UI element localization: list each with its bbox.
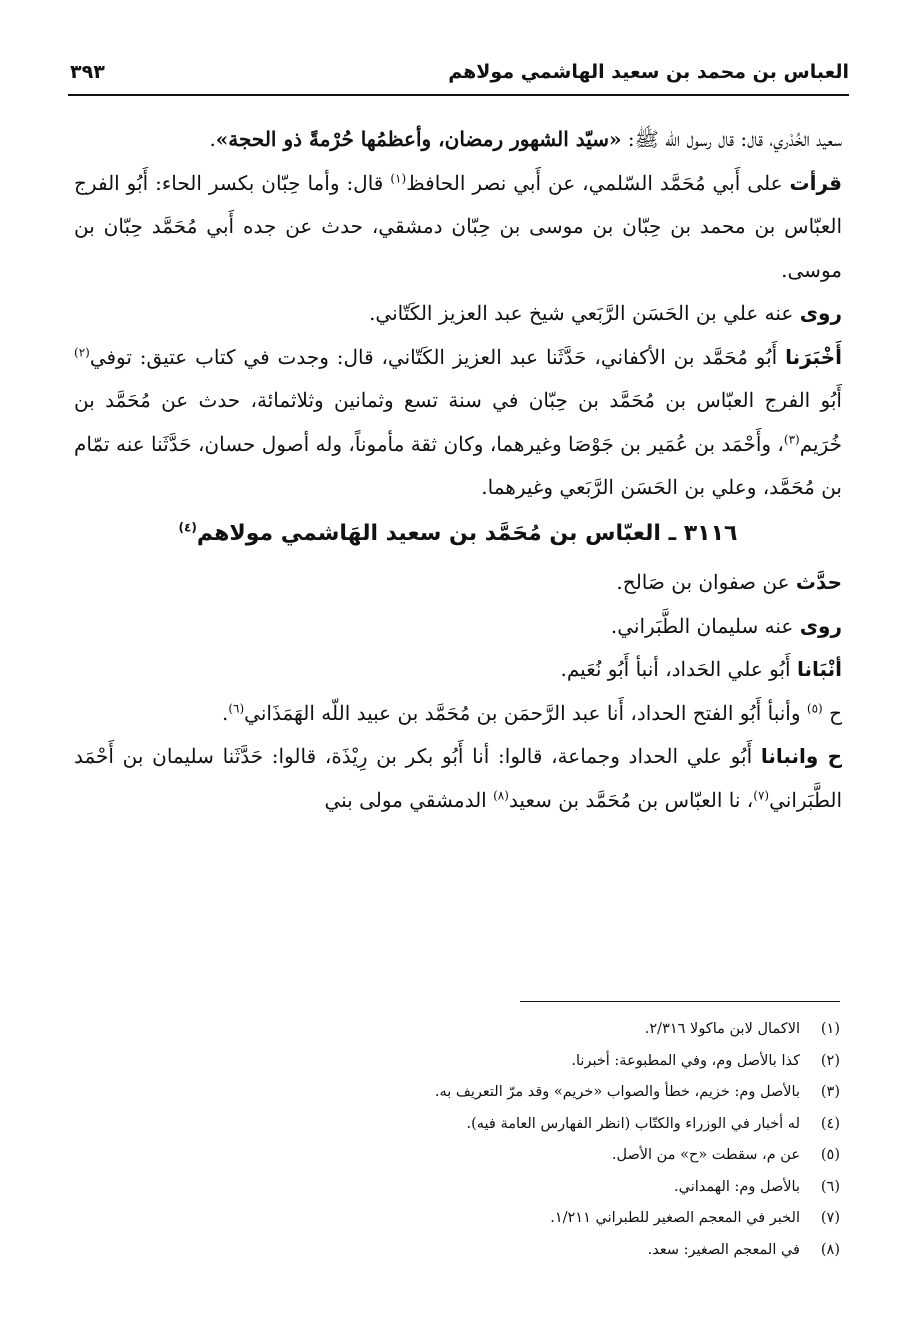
footnote — [120, 1014, 840, 1046]
footnote-text: الاكمال لابن ماكولا ٢/٣١٦. — [644, 1021, 800, 1037]
footnote-text: الخبر في المعجم الصغير للطبراني ١/٢١١. — [550, 1210, 800, 1226]
footnote-number: (٨) — [820, 1241, 840, 1258]
footnote-text: عن م، سقطت «ح» من الأصل. — [611, 1147, 800, 1163]
footnote — [120, 1046, 840, 1078]
footnote-text: له أخبار في الوزراء والكتّاب (انظر الفهارس العامة فيه). — [466, 1115, 800, 1132]
paragraph: ح وانبانا أَبُو علي الحداد وجماعة، قالوا: أنا أَبُو بكر بن رِيْذَة، قالوا: حَدَّثَنا سليمان بن أَحْمَد الطَّبَراني$^{(٧)}$، نا العبّاس بن مُحَمَّد بن سعيد$^{(٨)}$ الدمشقي مولى بني — [74, 744, 843, 812]
footnote-divider — [520, 1001, 840, 1002]
footnotes — [120, 1014, 840, 1266]
footnote-number: (٥) — [820, 1147, 840, 1163]
paragraph: ح $^{(٥)}$ وأنبأ أَبُو الفتح الحداد، أَنا عبد الرَّحمَن بن مُحَمَّد بن عبيد اللّه الهَمَذَاني$^{(٦)}$. — [221, 700, 842, 725]
keyword: حدَّث — [795, 570, 842, 594]
footnote-text: بالأصل وم: خزيم، خطأ والصواب «خريم» وقد مرّ التعريف به. — [434, 1084, 800, 1100]
footnote-number: (٧) — [820, 1210, 840, 1226]
paragraph: أَخْبَرَنا أَبُو مُحَمَّد بن الأكفاني، حَدَّثَنا عبد العزيز الكَتّاني، قال: وجدت في كتاب عتيق: توفي$^{(٢)}$ أَبُو الفرج العبّاس بن مُحَمَّد بن حِبّان في سنة تسع وثمانين وثلاثمائة، حدث عن مُحَمَّد بن خُرَيم$^{(٣)}$، وأَحْمَد بن عُمَير بن جَوْصَا وغيرهما، وكان ثقة مأموناً، وله أصول حسان، حَدَّثَنا عنه تمّام بن مُحَمَّد، وعلي بن الحَسَن الرَّبَعي وغيرهما. — [74, 344, 842, 499]
paragraph: روى عنه علي بن الحَسَن الرَّبَعي شيخ عبد العزيز الكَتّاني. — [369, 301, 842, 325]
footnote-number: (٣) — [820, 1084, 840, 1100]
footnote-ref: (١) — [390, 170, 407, 185]
running-header — [70, 50, 849, 94]
footnote — [120, 1109, 840, 1141]
paragraph: أنْبَانا أَبُو علي الحَداد، أنبأ أَبُو نُعَيم. — [560, 657, 842, 681]
footnote — [120, 1235, 840, 1267]
footnote — [120, 1203, 840, 1235]
footnote-ref: (٢) — [74, 344, 90, 359]
footnote-text: بالأصل وم: الهمداني. — [674, 1178, 800, 1195]
keyword: قرأت — [789, 170, 842, 195]
footnote-ref: (٨) — [493, 787, 509, 802]
paragraph: قرأت على أَبي مُحَمَّد السّلمي، عن أَبي نصر الحافظ$^{(١)}$ قال: وأما حِبّان بكسر الحاء: أَبُو الفرج العبّاس بن محمد بن حِبّان بن موسى بن حِبّان دمشقي، حدث عن جده أَبي مُحَمَّد حِبّان بن موسى. — [74, 170, 842, 282]
running-title: العباس بن محمد بن سعيد الهاشمي مولاهم — [448, 61, 849, 83]
footnote-number: (٦) — [820, 1178, 840, 1195]
footnote-number: (٢) — [820, 1052, 840, 1069]
footnote — [120, 1077, 840, 1109]
main-text — [74, 118, 842, 822]
keyword: أَخْبَرَنا — [785, 344, 842, 369]
footnote-ref: (٤) — [178, 520, 197, 535]
paragraph: روى عنه سليمان الطَّبَراني. — [610, 613, 842, 638]
footnote-number: (١) — [820, 1021, 840, 1037]
footnote — [120, 1140, 840, 1172]
footnote-text: كذا بالأصل وم، وفي المطبوعة: أخبرنا. — [571, 1052, 800, 1069]
paragraph: حدَّث عن صفوان بن صَالح. — [616, 570, 842, 594]
footnote-number: (٤) — [820, 1115, 840, 1132]
footnote — [120, 1172, 840, 1204]
footnote-text: في المعجم الصغير: سعد. — [647, 1241, 800, 1258]
footnote-ref: (٣) — [783, 431, 800, 446]
paragraph: سعيد الخُدْري، قال: قال رسول الله ﷺ: «سيّد الشهور رمضان، وأعظمُها حُرْمةً ذو الحجة». — [209, 127, 842, 151]
footnote-ref: (٥) — [806, 700, 823, 715]
keyword: ح وانبانا — [760, 744, 843, 768]
hadith-quote: «سيّد الشهور رمضان، وأعظمُها حُرْمةً ذو الحجة» — [215, 127, 622, 151]
keyword: روى — [799, 613, 842, 638]
header-divider — [68, 94, 849, 96]
footnote-ref: (٦) — [228, 700, 245, 715]
page-number: ٣٩٣ — [70, 61, 105, 83]
keyword: روى — [799, 301, 842, 325]
footnote-ref: (٧) — [753, 787, 770, 802]
keyword: أنْبَانا — [796, 657, 842, 681]
entry-heading: ٣١١٦ ـ العبّاس بن مُحَمَّد بن سعيد الهَاشمي مولاهم$^{(٤)}$ — [178, 520, 738, 546]
